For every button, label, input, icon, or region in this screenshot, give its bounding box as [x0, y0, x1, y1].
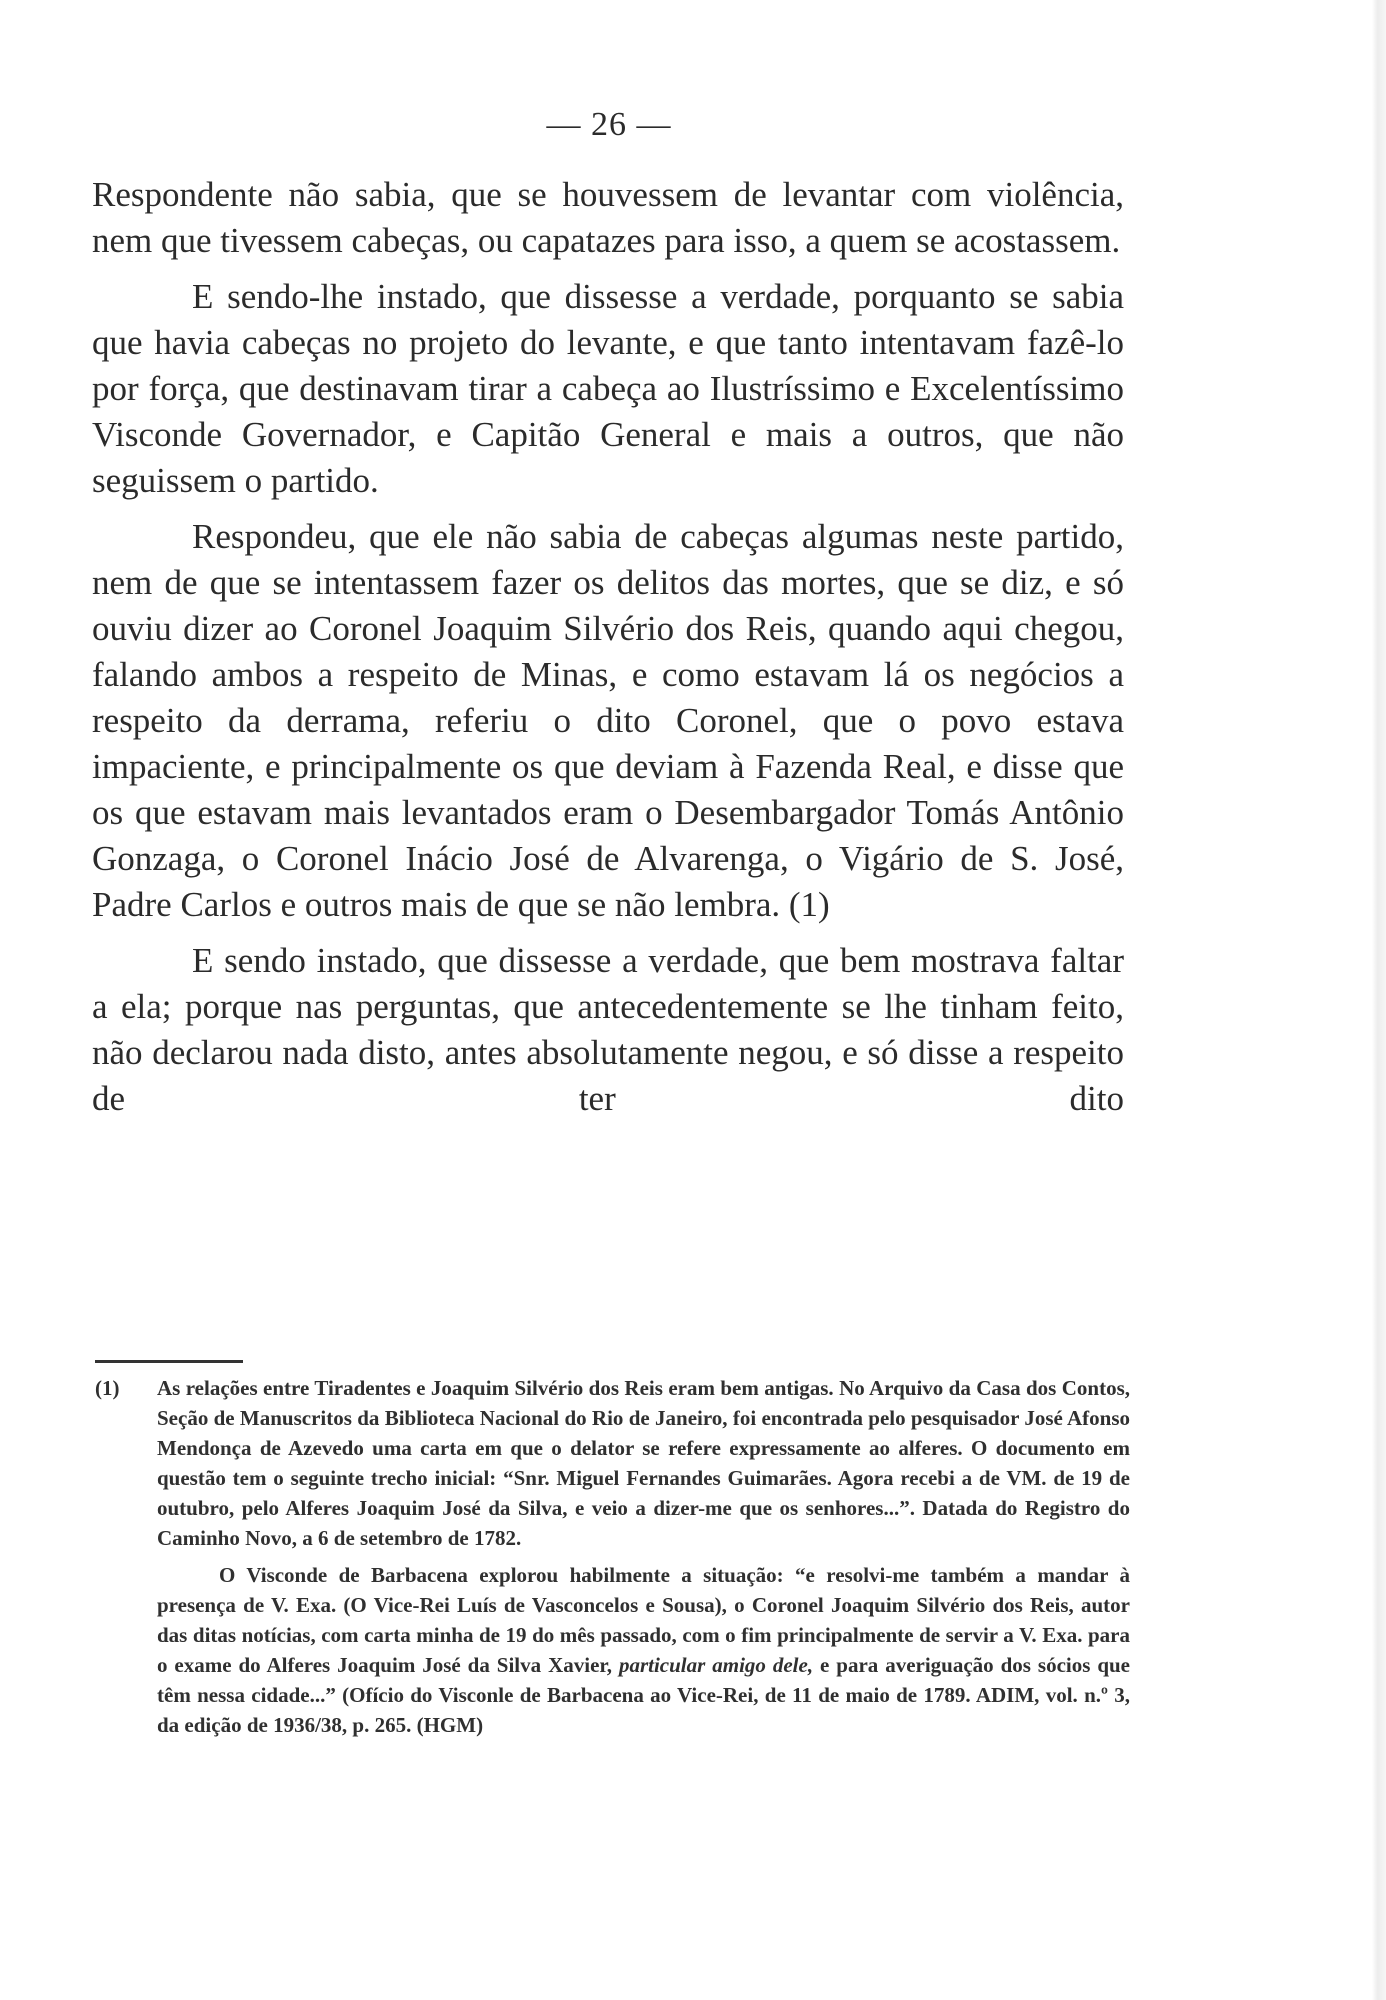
- footnote-mark: (1): [95, 1376, 120, 1400]
- footnote-italic: particular amigo dele,: [618, 1653, 814, 1677]
- paragraph-4: E sendo instado, que dissesse a verdade, que bem mostrava faltar a ela; porque nas perguntas, que antecedentemente se lhe tinham feito, não declarou nada disto, antes absolutamente negou, e só disse a respeito de ter dito: [92, 941, 1124, 1118]
- footnote-text-b: e para averiguação dos sócios que têm nessa cidade...” (Ofício do Visconle de Barbacena ao Vice-Rei, de 11 de maio de 1789. ADIM, vol. n.º 3, da edição de 1936/38, p. 265. (HGM): [157, 1653, 1131, 1737]
- footnote-separator: [95, 1360, 243, 1363]
- footnotes: [95, 1373, 1130, 1740]
- footnote-paragraph-2: [157, 1560, 1130, 1740]
- footnote-paragraph-1: As relações entre Tiradentes e Joaquim Silvério dos Reis eram bem antigas. No Arquivo da Casa dos Contos, Seção de Manuscritos da Biblioteca Nacional do Rio de Janeiro, foi encontrada pelo pesquisador José Afonso Mendonça de Azevedo uma carta em que o delator se refere expressamente ao alferes. O documento em questão tem o seguinte trecho inicial: “Snr. Miguel Fernandes Guimarães. Agora recebi a de VM. de 19 de outubro, pelo Alferes Joaquim José da Silva, e veio a dizer-me que os senhores...”. Datada do Registro do Caminho Novo, a 6 de setembro de 1782.: [157, 1376, 1130, 1550]
- paragraph-1: Respondente não sabia, que se houvessem de levantar com violência, nem que tivessem cabeças, ou capatazes para isso, a quem se acostassem.: [92, 175, 1124, 260]
- paragraph-2: E sendo-lhe instado, que dissesse a verdade, porquanto se sabia que havia cabeças no projeto do levante, e que tanto intentavam fazê-lo por força, que destinavam tirar a cabeça ao Ilustríssimo e Excelentíssimo Visconde Governador, e Capitão General e mais a outros, que não seguissem o partido.: [92, 277, 1124, 500]
- paragraph-3: [92, 514, 1124, 928]
- footnote-reference[interactable]: (1): [788, 885, 830, 924]
- main-text: [92, 172, 1124, 1132]
- footnote-body: [157, 1373, 1130, 1740]
- footnote-1: [95, 1373, 1130, 1740]
- footnote-text-a: O Visconde de Barbacena explorou habilmente a situação: “e resolvi-me também a mandar à presença de V. Exa. (O Vice-Rei Luís de Vasconcelos e Sousa), o Coronel Joaquim Silvério dos Reis, autor das ditas notícias, com carta minha de 19 do mês passado, com o fim principalmente de servir a V. Exa. para o exame do Alferes Joaquim José da Silva Xavier,: [157, 1563, 1130, 1677]
- page-edge-shadow: [1372, 0, 1386, 2000]
- page-number: — 26 —: [546, 106, 672, 143]
- paragraph-3-text: Respondeu, que ele não sabia de cabeças algumas neste partido, nem de que se intentassem fazer os delitos das mortes, que se diz, e só ouviu dizer ao Coronel Joaquim Silvério dos Reis, quando aqui chegou, falando ambos a respeito de Minas, e como estavam lá os negócios a respeito da derrama, referiu o dito Coronel, que o povo estava impaciente, e principalmente os que deviam à Fazenda Real, e disse que os que estavam mais levantados eram o Desembargador Tomás Antônio Gonzaga, o Coronel Inácio José de Alvarenga, o Vigário de S. José, Padre Carlos e outros mais de que se não lembra.: [92, 517, 1124, 924]
